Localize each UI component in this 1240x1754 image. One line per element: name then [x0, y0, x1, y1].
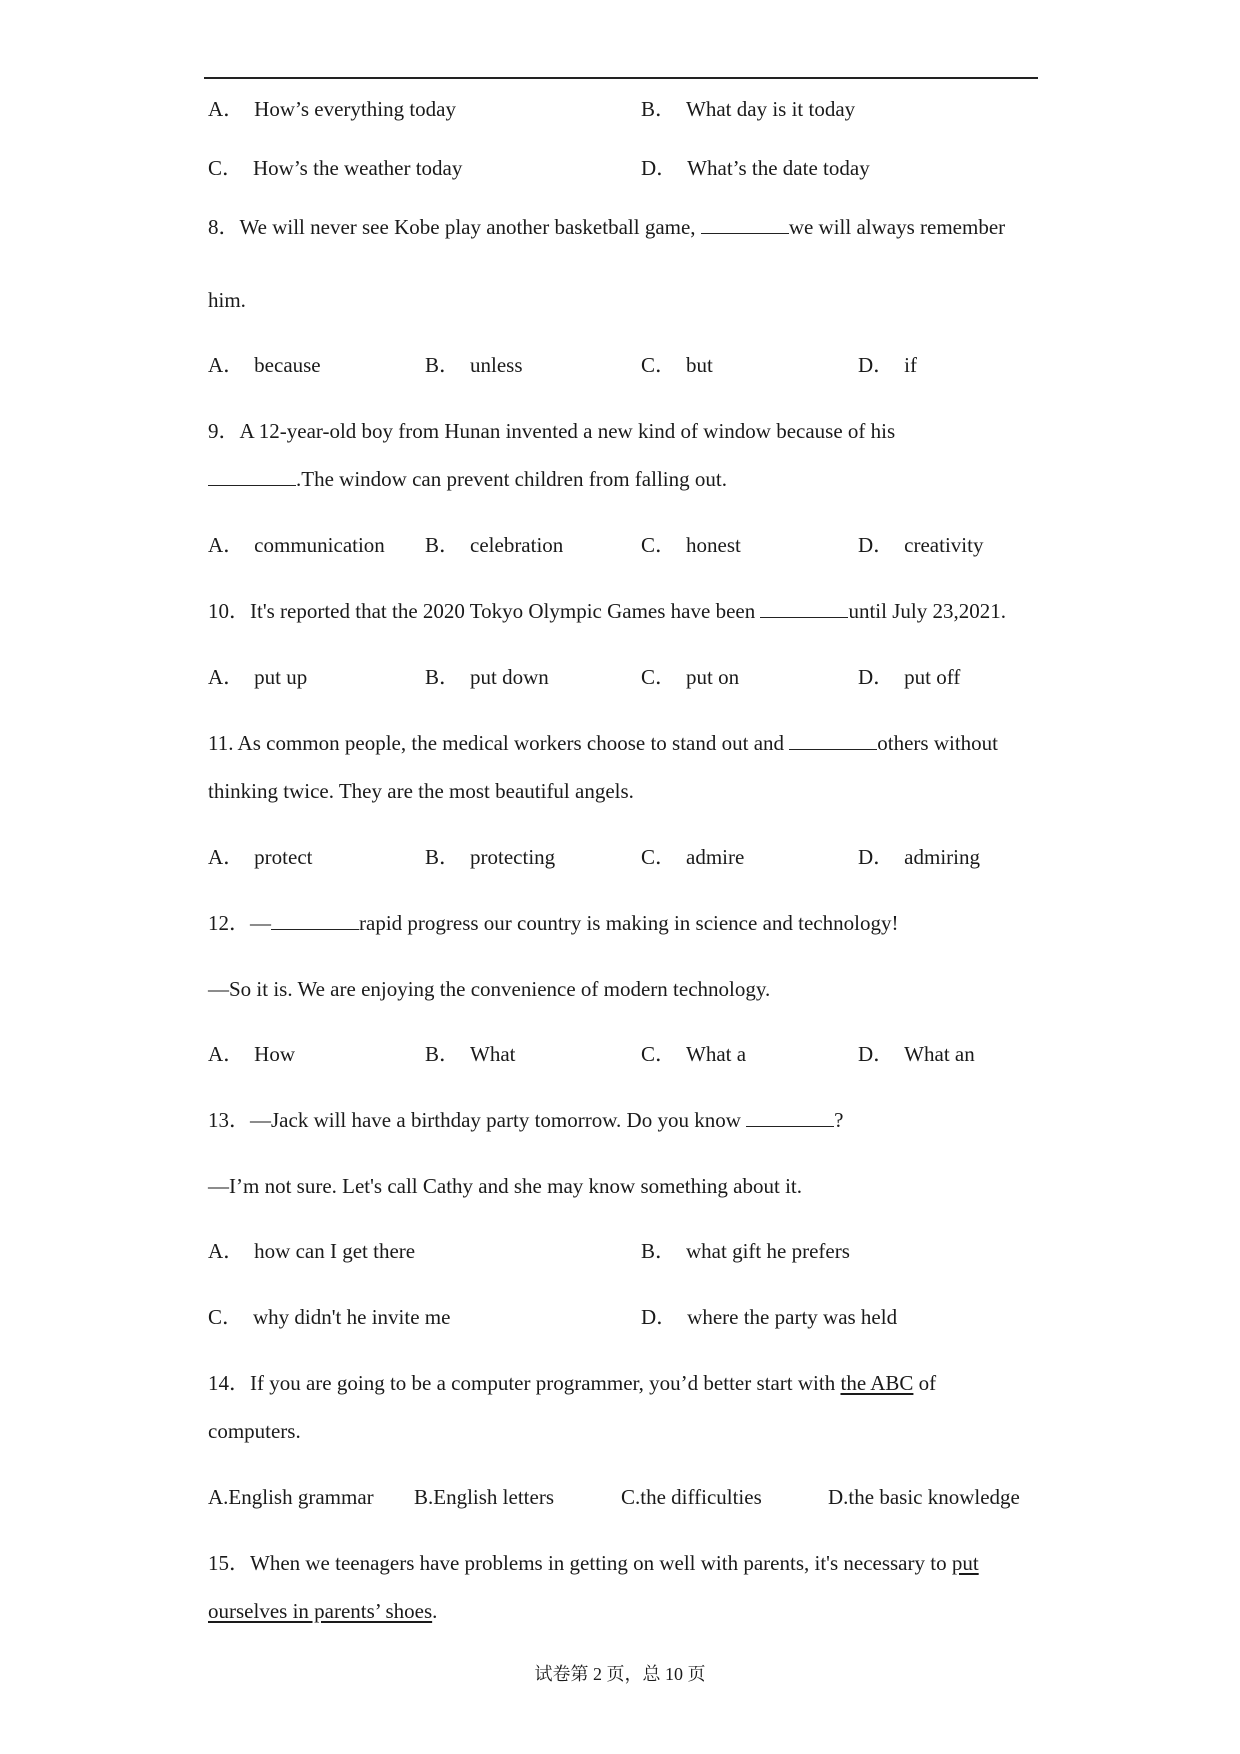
- q11-option-c[interactable]: C． admire: [641, 845, 745, 869]
- q9-options: [208, 532, 1038, 558]
- q11-blank: [789, 731, 877, 750]
- q13-option-c[interactable]: C． why didn't he invite me: [208, 1305, 451, 1329]
- q7-option-b[interactable]: B． What day is it today: [641, 97, 856, 121]
- q10-option-c[interactable]: C． put on: [641, 665, 740, 689]
- q15-stem-line-2: ourselves in parents’ shoes.: [208, 1599, 438, 1623]
- q10-options: [208, 664, 1038, 690]
- q11-option-b[interactable]: B． protecting: [425, 845, 556, 869]
- q8-option-d[interactable]: D． if: [858, 353, 917, 377]
- q11-option-d[interactable]: D． admiring: [858, 845, 980, 869]
- q11-option-a[interactable]: A． protect: [208, 845, 313, 869]
- q7-options-row-1: [208, 96, 1038, 122]
- q9-option-d[interactable]: D． creativity: [858, 533, 984, 557]
- q10-option-a[interactable]: A． put up: [208, 665, 308, 689]
- q13-option-b[interactable]: B． what gift he prefers: [641, 1239, 850, 1263]
- q12-option-d[interactable]: D． What an: [858, 1042, 975, 1066]
- q9-stem-line-1: 9．A 12-year-old boy from Hunan invented a new kind of window because of his: [208, 419, 896, 443]
- q12-option-b[interactable]: B． What: [425, 1042, 516, 1066]
- q8-option-b[interactable]: B． unless: [425, 353, 523, 377]
- q12-option-a[interactable]: A． How: [208, 1042, 296, 1066]
- q12-stem-line-1: 12．— rapid progress our country is making in science and technology!: [208, 911, 899, 935]
- q15-stem-line-1: 15．When we teenagers have problems in getting on well with parents, it's necessary to put: [208, 1551, 979, 1575]
- q9-option-c[interactable]: C． honest: [641, 533, 741, 557]
- q7-option-a[interactable]: A． How’s everything today: [208, 97, 456, 121]
- q12-blank: [271, 911, 359, 930]
- q8-blank: [701, 215, 789, 234]
- q10-stem: 10．It's reported that the 2020 Tokyo Olympic Games have been until July 23,2021.: [208, 599, 1006, 623]
- q9-blank: [208, 467, 296, 486]
- q13-option-d[interactable]: D． where the party was held: [641, 1305, 898, 1329]
- q8-options: [208, 352, 1038, 378]
- q11-stem-line-2: thinking twice. They are the most beautiful angels.: [208, 779, 634, 803]
- q13-stem-line-2: —I’m not sure. Let's call Cathy and she may know something about it.: [208, 1174, 803, 1198]
- q10-blank: [760, 599, 848, 618]
- q12-options: [208, 1041, 1038, 1067]
- q14-option-b[interactable]: B.English letters: [414, 1485, 554, 1509]
- q13-stem-line-1: 13．—Jack will have a birthday party tomorrow. Do you know ?: [208, 1108, 844, 1132]
- q7-option-c[interactable]: C． How’s the weather today: [208, 156, 463, 180]
- q12-stem-line-2: —So it is. We are enjoying the convenience of modern technology.: [208, 977, 771, 1001]
- q13-blank: [746, 1108, 834, 1127]
- q14-stem-line-2: computers.: [208, 1419, 301, 1443]
- q9-stem-line-2: .The window can prevent children from falling out.: [208, 466, 727, 492]
- q14-stem-line-1: 14．If you are going to be a computer programmer, you’d better start with the ABC of: [208, 1371, 937, 1395]
- q13-options-row-1: [208, 1238, 1038, 1264]
- q11-options: [208, 844, 1038, 870]
- q11-stem-line-1: 11. As common people, the medical workers choose to stand out and others without: [208, 731, 999, 755]
- q14-option-a[interactable]: A.English grammar: [208, 1485, 374, 1509]
- q8-option-c[interactable]: C． but: [641, 353, 713, 377]
- header-rule: [204, 77, 1038, 79]
- q10-option-d[interactable]: D． put off: [858, 665, 961, 689]
- q8-stem-line-2: him.: [208, 288, 246, 312]
- q9-option-a[interactable]: A． communication: [208, 533, 385, 557]
- q7-option-d[interactable]: D． What’s the date today: [641, 156, 870, 180]
- q10-option-b[interactable]: B． put down: [425, 665, 549, 689]
- q14-option-d[interactable]: D.the basic knowledge: [828, 1485, 1020, 1509]
- q7-options-row-2: [208, 155, 1038, 181]
- q14-underlined-phrase: the ABC: [840, 1371, 914, 1395]
- q8-option-a[interactable]: A． because: [208, 353, 321, 377]
- q14-option-c[interactable]: C.the difficulties: [621, 1485, 762, 1509]
- page-footer: 试卷第 2 页，总 10 页: [534, 1664, 706, 1684]
- q8-stem-line-1: 8．We will never see Kobe play another basketball game, we will always remember: [208, 215, 1006, 239]
- q9-option-b[interactable]: B． celebration: [425, 533, 564, 557]
- q13-options-row-2: [208, 1304, 1038, 1330]
- q15-underlined-phrase-end: ourselves in parents’ shoes: [208, 1599, 433, 1623]
- q15-underlined-phrase-start: put: [951, 1551, 979, 1575]
- q14-options: [208, 1484, 1038, 1510]
- q12-option-c[interactable]: C． What a: [641, 1042, 747, 1066]
- q13-option-a[interactable]: A． how can I get there: [208, 1239, 416, 1263]
